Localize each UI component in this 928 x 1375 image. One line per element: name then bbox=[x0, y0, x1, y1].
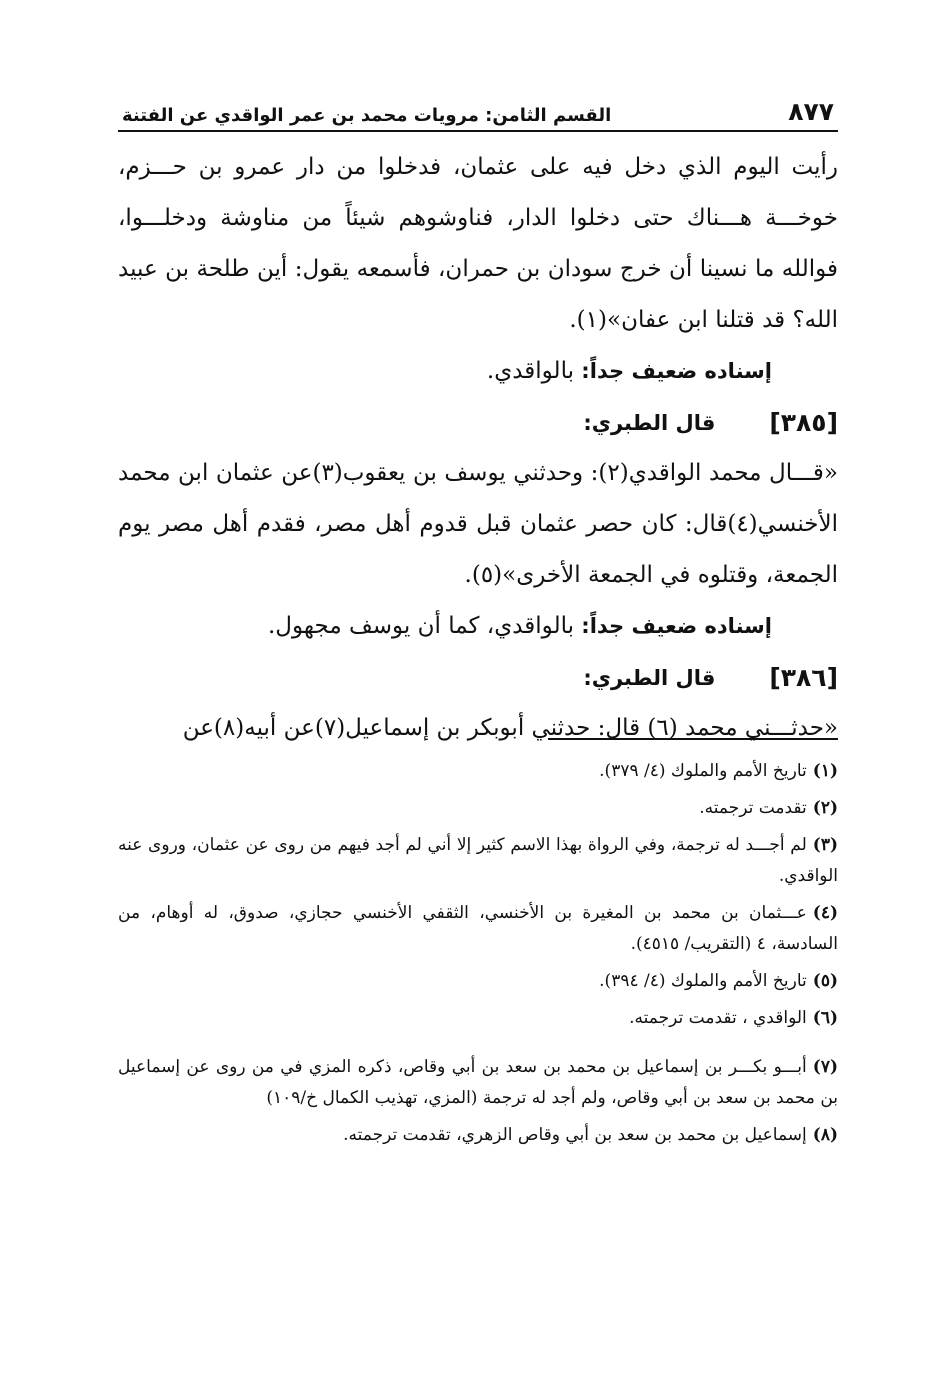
footnotes bbox=[118, 738, 838, 1157]
footnote-6 bbox=[118, 1003, 838, 1034]
footnote-text: أبـــو بكـــر بن إسماعيل بن محمد بن سعد بن أبي وقاص، ذكره المزي في من روى عن إسماعيل بن محمد بن سعد بن أبي وقاص، ولم أجد له ترجمة (المزي، تهذيب الكمال خ/١٠٩) bbox=[118, 1057, 838, 1108]
judgement-text: بالواقدي، كما أن يوسف مجهول. bbox=[267, 613, 582, 639]
judgement-label: إسناده ضعيف جداً: bbox=[581, 359, 772, 383]
running-title: القسم الثامن: مرويات محمد بن عمر الواقدي عن الفتنة bbox=[122, 105, 612, 126]
paragraph-2: «قـــال محمد الواقدي(٢): وحدثني يوسف بن يعقوب(٣)عن عثمان ابن محمد الأخنسي(٤)قال: كان حصر عثمان قبل قدوم أهل مصر، فقدم أهل مصر يوم الجمعة، وقتلوه في الجمعة الأخرى»(٥). bbox=[118, 460, 838, 588]
footnote-text: تاريخ الأمم والملوك (٤/ ٣٧٩). bbox=[599, 761, 807, 781]
footnote-text: عـــثمان بن محمد بن المغيرة بن الأخنسي، الثقفي الأخنسي حجازي، صدوق، له أوهام، من السادسة، ٤ (التقريب/ ٤٥١٥). bbox=[118, 903, 838, 954]
footnote-text: الواقدي ، تقدمت ترجمته. bbox=[629, 1008, 807, 1028]
isnad-judgement-1 bbox=[118, 346, 838, 397]
footnote-8 bbox=[118, 1120, 838, 1151]
narration-number: [٣٨٥] bbox=[769, 408, 838, 437]
footnote-4 bbox=[118, 898, 838, 960]
footnote-mark: (٧) bbox=[812, 1057, 838, 1077]
running-header bbox=[118, 92, 838, 132]
footnote-text: تقدمت ترجمته. bbox=[699, 798, 807, 818]
footnote-mark: (٤) bbox=[812, 903, 838, 923]
footnote-mark: (١) bbox=[812, 761, 838, 781]
footnote-3 bbox=[118, 830, 838, 892]
narration-heading-386 bbox=[118, 652, 838, 703]
narration-source: قال الطبري: bbox=[583, 665, 716, 690]
footnote-5 bbox=[118, 966, 838, 997]
isnad-judgement-2 bbox=[118, 601, 838, 652]
footnote-1 bbox=[118, 756, 838, 787]
narration-heading-385 bbox=[118, 397, 838, 448]
footnote-mark: (٣) bbox=[812, 835, 838, 855]
footnote-separator bbox=[548, 738, 838, 740]
footnote-7 bbox=[118, 1052, 838, 1114]
narration-source: قال الطبري: bbox=[583, 410, 716, 435]
footnote-mark: (٢) bbox=[812, 798, 838, 818]
footnote-text: لم أجـــد له ترجمة، وفي الرواة بهذا الاسم كثير إلا أني لم أجد فيهم من روى عن عثمان، وروى عنه الواقدي. bbox=[118, 835, 838, 886]
footnote-mark: (٦) bbox=[812, 1008, 838, 1028]
main-text bbox=[118, 142, 838, 754]
book-page bbox=[118, 92, 838, 754]
page-number: ٨٧٧ bbox=[788, 97, 834, 126]
footnote-text: تاريخ الأمم والملوك (٤/ ٣٩٤). bbox=[599, 971, 807, 991]
narration-number: [٣٨٦] bbox=[769, 663, 838, 692]
paragraph-1: رأيت اليوم الذي دخل فيه على عثمان، فدخلوا من دار عمرو بن حـــزم، خوخـــة هـــناك حتى دخلوا الدار، فناوشوهم شيئاً من مناوشة ودخلـــوا، فوالله ما نسينا أن خرج سودان بن حمران، فأسمعه يقول: أين طلحة بن عبيد الله؟ قد قتلنا ابن عفان»(١). bbox=[118, 154, 838, 333]
footnote-mark: (٨) bbox=[812, 1125, 838, 1145]
paragraph-3: «حدثـــني محمد (٦) قال: حدثني أبوبكر بن إسماعيل(٧)عن أبيه(٨)عن bbox=[182, 715, 838, 741]
judgement-text: بالواقدي. bbox=[486, 358, 582, 384]
footnote-2 bbox=[118, 793, 838, 824]
footnote-text: إسماعيل بن محمد بن سعد بن أبي وقاص الزهري، تقدمت ترجمته. bbox=[343, 1125, 807, 1145]
footnote-mark: (٥) bbox=[812, 971, 838, 991]
footnote-list bbox=[118, 756, 838, 1151]
judgement-label: إسناده ضعيف جداً: bbox=[581, 614, 772, 638]
